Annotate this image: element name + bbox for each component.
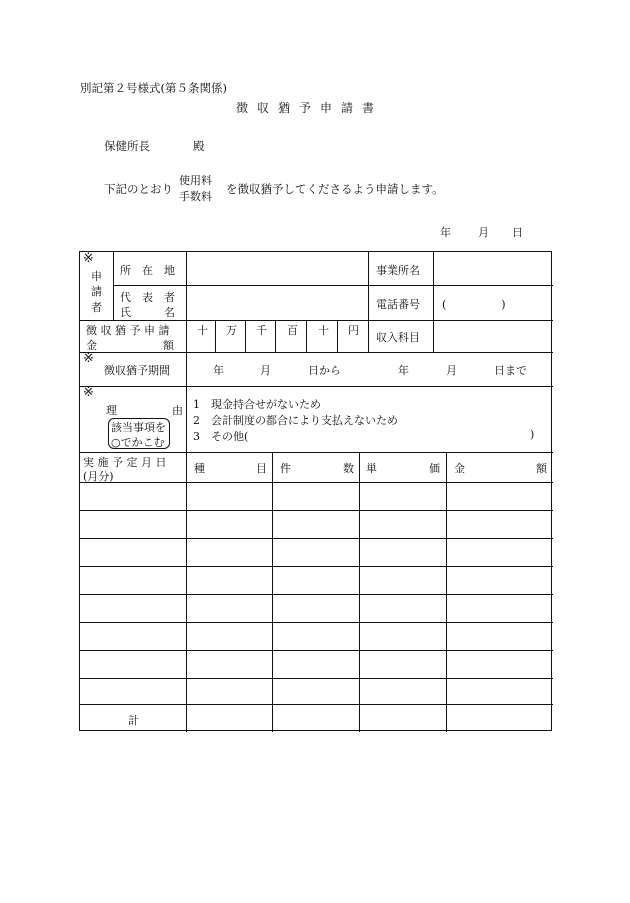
row-rule (80, 622, 553, 623)
column-header-count: 件 (280, 462, 291, 475)
period-end-month: 月 (446, 364, 457, 377)
schedule-label: (月分) (83, 470, 114, 483)
date-year: 年 (440, 226, 451, 239)
col-rule (368, 320, 369, 352)
col-rule (359, 452, 360, 732)
column-header-unit-price: 価 (429, 462, 440, 475)
digit-label: 十 (197, 324, 208, 337)
note-mark: ※ (83, 385, 94, 400)
honorific: 殿 (193, 139, 205, 153)
row-rule (80, 452, 553, 453)
column-header-amount: 額 (536, 462, 547, 475)
column-header-count: 数 (343, 462, 354, 475)
col-rule (215, 320, 216, 352)
office-name-label: 事業所名 (376, 264, 420, 277)
date-month: 月 (478, 226, 489, 239)
request-option-handling-fee: 手数料 (179, 190, 212, 203)
row-rule (80, 386, 553, 387)
applicant-label: 請 (91, 285, 102, 298)
col-rule (306, 320, 307, 352)
note-mark: ※ (83, 351, 94, 366)
reason-label: 理 (106, 404, 117, 417)
representative-name-label: 氏 名 (120, 306, 175, 319)
row-rule (80, 566, 553, 567)
schedule-label: 実 施 予 定 月 日 (83, 456, 167, 469)
column-header-unit-price: 単 (366, 462, 377, 475)
reason-label: 由 (172, 404, 183, 417)
row-rule (80, 650, 553, 651)
digit-label: 千 (256, 324, 267, 337)
reason-option: 3 その他( (193, 430, 249, 443)
row-rule (113, 285, 188, 286)
request-suffix: を徴収猶予してくださるよう申請します。 (226, 182, 444, 196)
digit-label: 十 (318, 324, 329, 337)
column-header-type: 種 (194, 462, 205, 475)
col-rule (186, 252, 187, 732)
form-reference: 別記第２号様式(第５条関係) (80, 81, 227, 95)
digit-label: 円 (348, 324, 359, 337)
revenue-item-label: 収入科目 (376, 331, 420, 344)
col-rule (113, 252, 114, 320)
digit-label: 万 (226, 324, 237, 337)
period-start-year: 年 (213, 364, 224, 377)
col-rule (245, 320, 246, 352)
phone-label: 電話番号 (376, 298, 420, 311)
period-start-day: 日から (308, 364, 341, 377)
col-rule (433, 320, 434, 352)
row-rule (80, 482, 553, 483)
row-rule (80, 510, 553, 511)
reason-instruction: ○でかこむ (111, 436, 165, 449)
period-label: 徴収猶予期間 (104, 364, 170, 377)
period-start-month: 月 (260, 364, 271, 377)
representative-label: 代 表 者 (120, 291, 175, 304)
applicant-label: 者 (91, 301, 102, 314)
row-rule (80, 320, 553, 321)
col-rule (337, 320, 338, 352)
period-end-year: 年 (398, 364, 409, 377)
column-header-amount: 金 (454, 462, 465, 475)
row-rule (80, 594, 553, 595)
reason-option: 2 会計制度の都合により支払えないため (193, 414, 398, 427)
col-rule (275, 320, 276, 352)
row-rule (80, 704, 553, 705)
request-prefix: 下記のとおり (104, 182, 173, 196)
row-rule (80, 538, 553, 539)
document-title: 徴収猶予申請書 (236, 101, 384, 115)
application-form-table (79, 251, 552, 731)
reason-option-close: ) (530, 428, 535, 441)
request-option-usage-fee: 使用料 (179, 174, 212, 187)
addressee: 保健所長 (104, 139, 150, 153)
date-day: 日 (512, 226, 523, 239)
phone-value: ( ) (442, 298, 506, 311)
amount-label: 徴 収 猶 予 申 請 (86, 324, 170, 337)
note-mark: ※ (83, 251, 94, 266)
digit-label: 百 (287, 324, 298, 337)
column-header-type: 目 (256, 462, 267, 475)
col-rule (446, 452, 447, 732)
reason-instruction: 該当事項を (111, 421, 166, 434)
period-end-day: 日まで (494, 364, 527, 377)
amount-label: 金 額 (86, 339, 174, 352)
reason-option: 1 現金持合せがないため (193, 398, 321, 411)
applicant-label: 申 (91, 270, 102, 283)
row-rule (80, 678, 553, 679)
total-label: 計 (128, 714, 139, 727)
row-rule (186, 285, 553, 286)
col-rule (272, 452, 273, 732)
address-label: 所 在 地 (120, 264, 175, 277)
